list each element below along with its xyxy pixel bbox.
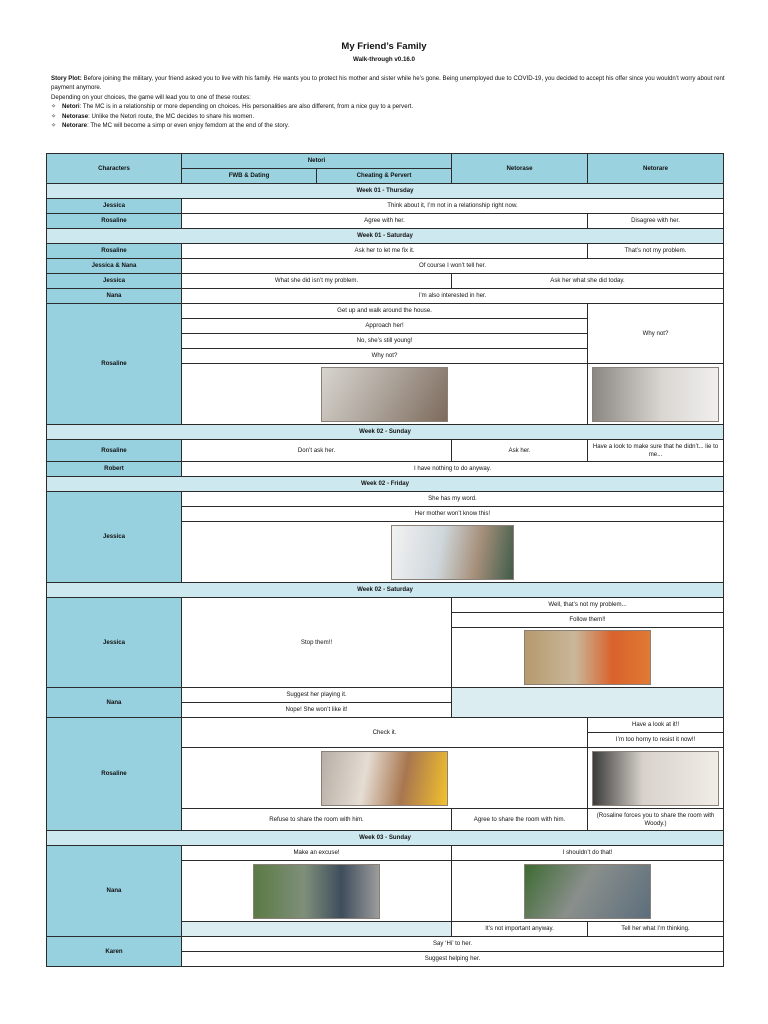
scene-thumbnail: [592, 367, 719, 422]
choice-cell: Suggest helping her.: [182, 952, 724, 967]
choice-cell: Stop them!!: [182, 598, 452, 688]
document-title: My Friend’s Family: [341, 41, 427, 52]
star-bullet-icon: ✧: [51, 122, 57, 130]
section-header: Week 02 - Saturday: [47, 583, 724, 598]
header-netori: Netori: [182, 154, 452, 169]
choice-cell: Of course I won’t tell her.: [182, 259, 724, 274]
scene-image-cell: [182, 748, 588, 809]
route-text: : The MC is in a relationship or more depending on choices. His personalities are also different, from a nice guy to a pervert.: [79, 103, 414, 111]
scene-thumbnail: [524, 630, 651, 685]
route-item-netorare: [51, 121, 731, 130]
choice-cell: Approach her!: [182, 319, 588, 334]
header-netorase: Netorase: [452, 154, 588, 184]
scene-image-cell: [588, 748, 724, 809]
character-cell: Rosaline: [47, 214, 182, 229]
scene-thumbnail: [391, 525, 514, 580]
route-name: Netorase: [62, 112, 89, 120]
walkthrough-table: [46, 153, 724, 967]
choice-cell: Refuse to share the room with him.: [182, 809, 452, 831]
choice-cell: I’m also interested in her.: [182, 289, 724, 304]
scene-thumbnail: [253, 864, 380, 919]
empty-cell: [452, 688, 724, 718]
choice-cell: Get up and walk around the house.: [182, 304, 588, 319]
route-item-netori: [51, 102, 731, 111]
choice-cell: Nope! She won’t like it!: [182, 703, 452, 718]
character-cell: Jessica: [47, 492, 182, 583]
route-text: : The MC will become a simp or even enjoy femdom at the end of the story.: [87, 122, 290, 130]
intro-block: [51, 74, 731, 130]
scene-thumbnail: [321, 751, 448, 806]
scene-image-cell: [452, 628, 724, 688]
scene-thumbnail: [524, 864, 651, 919]
empty-cell: [182, 922, 452, 937]
choice-cell: Why not?: [182, 349, 588, 364]
scene-image-cell: [182, 364, 588, 425]
scene-thumbnail: [592, 751, 719, 806]
choice-cell: Ask her what she did today.: [452, 274, 724, 289]
choice-cell: Have a look at it!!: [588, 718, 724, 733]
section-header: Week 01 - Saturday: [47, 229, 724, 244]
choice-cell: That’s not my problem.: [588, 244, 724, 259]
route-text: : Unlike the Netori route, the MC decides to share his women.: [88, 112, 255, 120]
choice-cell: Check it.: [182, 718, 588, 748]
choice-cell: Say ‘Hi’ to her.: [182, 937, 724, 952]
character-cell: Rosaline: [47, 718, 182, 831]
choice-cell: What she did isn’t my problem.: [182, 274, 452, 289]
header-netorare: Netorare: [588, 154, 724, 184]
route-name: Netori: [62, 103, 80, 111]
character-cell: Rosaline: [47, 244, 182, 259]
routes-intro: Depending on your choices, the game will lead you to one of these routes:: [51, 93, 251, 101]
character-cell: Nana: [47, 289, 182, 304]
choice-cell: Don’t ask her.: [182, 440, 452, 462]
choice-cell: Ask her to let me fix it.: [182, 244, 588, 259]
character-cell: Jessica: [47, 199, 182, 214]
choice-cell: I have nothing to do anyway.: [182, 462, 724, 477]
character-cell: Karen: [47, 937, 182, 967]
character-cell: Jessica: [47, 598, 182, 688]
choice-cell: Make an excuse!: [182, 846, 452, 861]
star-bullet-icon: ✧: [51, 112, 57, 120]
story-plot-label: Story Plot:: [51, 75, 82, 82]
scene-thumbnail: [321, 367, 448, 422]
choice-cell: Think about it, I’m not in a relationship right now.: [182, 199, 724, 214]
header-characters: Characters: [47, 154, 182, 184]
document-subtitle: Walk-through v0.16.0: [352, 56, 415, 63]
character-cell: Robert: [47, 462, 182, 477]
section-header: Week 02 - Sunday: [47, 425, 724, 440]
choice-cell: Agree with her.: [182, 214, 588, 229]
section-header: Week 01 - Thursday: [47, 184, 724, 199]
route-name: Netorare: [62, 122, 88, 130]
character-cell: Nana: [47, 688, 182, 718]
route-item-netorase: [51, 112, 731, 121]
star-bullet-icon: ✧: [51, 103, 57, 111]
choice-cell: Well, that’s not my problem...: [452, 598, 724, 613]
header-fwb-dating: FWB & Dating: [182, 169, 317, 184]
choice-cell: Suggest her playing it.: [182, 688, 452, 703]
character-cell: Jessica: [47, 274, 182, 289]
choice-cell: Agree to share the room with him.: [452, 809, 588, 831]
choice-cell: Tell her what I’m thinking.: [588, 922, 724, 937]
choice-cell: I shouldn’t do that!: [452, 846, 724, 861]
header-cheating-pervert: Cheating & Pervert: [317, 169, 452, 184]
story-plot-text: Before joining the military, your friend asked you to live with his family. He wants you to protect his mother and sister while he’s gone. Being unemployed due to COVID-19, you decided to accept his offer since you wouldn’t worry about rent payment anymore.: [51, 75, 725, 92]
choice-cell: Follow them!!: [452, 613, 724, 628]
section-header: Week 02 - Friday: [47, 477, 724, 492]
choice-cell: It’s not important anyway.: [452, 922, 588, 937]
scene-image-cell: [452, 861, 724, 922]
choice-cell: (Rosaline forces you to share the room with Woody.): [588, 809, 724, 831]
scene-image-cell: [182, 522, 724, 583]
character-cell: Rosaline: [47, 440, 182, 462]
character-cell: Nana: [47, 846, 182, 937]
story-plot: [51, 74, 731, 93]
character-cell: Rosaline: [47, 304, 182, 425]
section-header: Week 03 - Sunday: [47, 831, 724, 846]
choice-cell: No, she’s still young!: [182, 334, 588, 349]
choice-cell: Have a look to make sure that he didn’t... lie to me...: [588, 440, 724, 462]
character-cell: Jessica & Nana: [47, 259, 182, 274]
scene-image-cell: [182, 861, 452, 922]
choice-cell: Her mother won’t know this!: [182, 507, 724, 522]
choice-cell: She has my word.: [182, 492, 724, 507]
scene-image-cell: [588, 364, 724, 425]
choice-cell: I’m too horny to resist it now!!: [588, 733, 724, 748]
choice-cell: Disagree with her.: [588, 214, 724, 229]
choice-cell: Why not?: [588, 304, 724, 364]
choice-cell: Ask her.: [452, 440, 588, 462]
